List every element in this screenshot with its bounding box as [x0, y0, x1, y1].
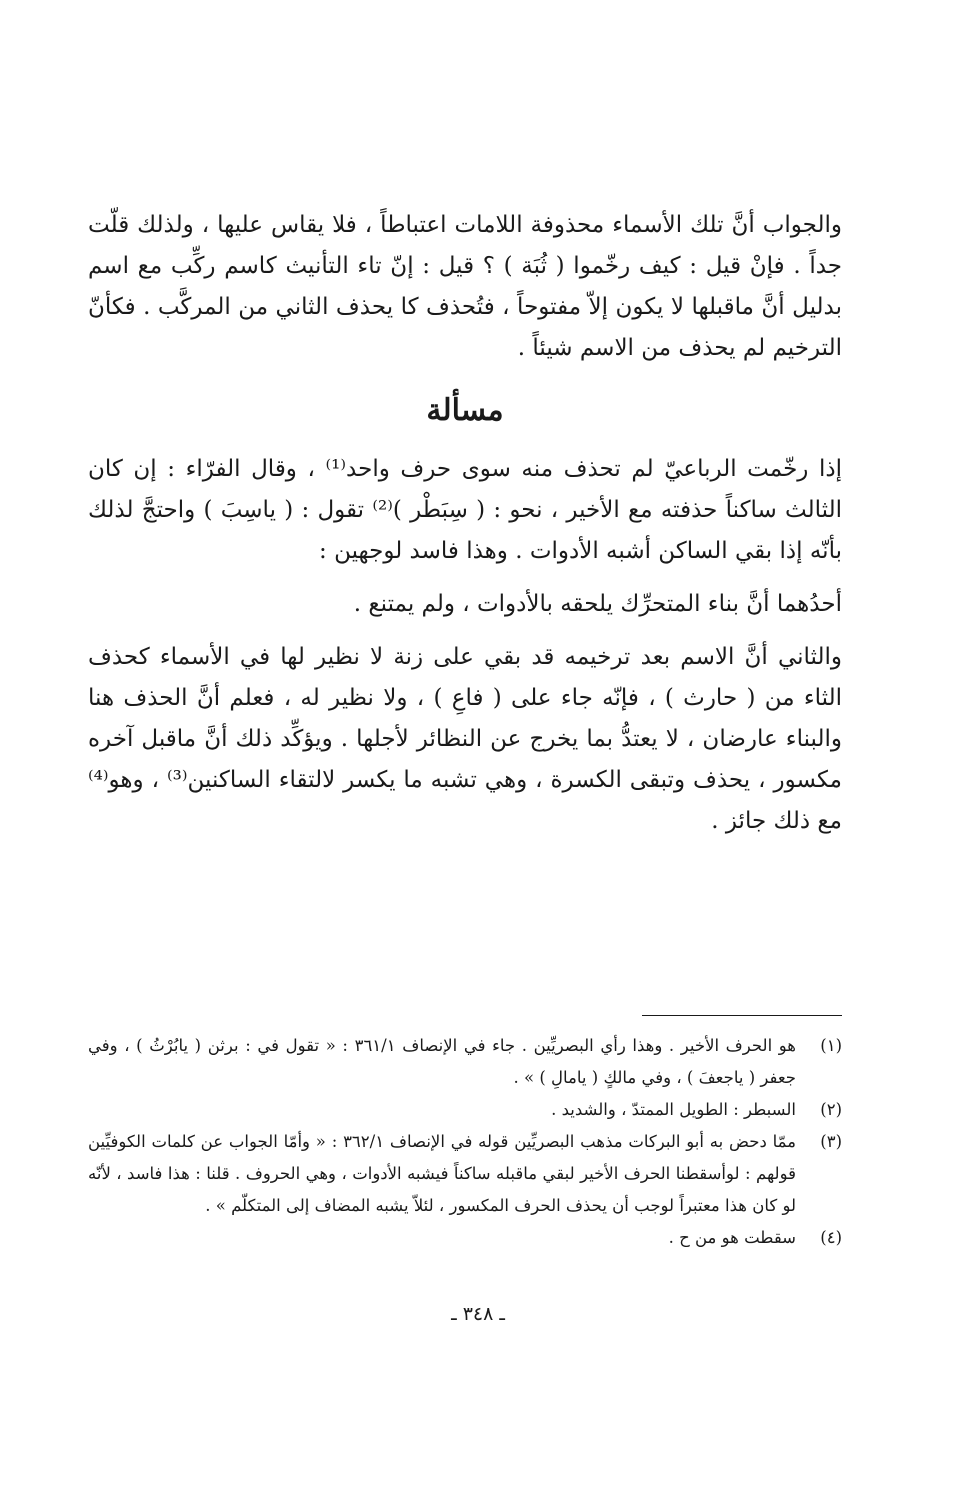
paragraph-3: أحدُهما أنَّ بناء المتحرِّك يلحقه بالأدوات ، ولم يمتنع .	[353, 591, 842, 617]
footnote-number: (٤)	[820, 1228, 842, 1247]
footnote-text: السبطر : الطويل الممتدّ ، والشديد .	[551, 1100, 796, 1119]
paragraph-2: إذا رخّمت الرباعيّ لم تحذف منه سوى حرف واحد⁽¹⁾ ، وقال الفرّاء : إن كان الثالث ساكناً حذفته مع الأخير ، نحو : ( سِبَطْر )⁽²⁾ تقول : ( ياسِبَ ) واحتجَّ لذلك بأنّه إذا بقي الساكن أشبه الأدوات . وهذا فاسد لوجهين :	[88, 456, 842, 564]
footnote-3	[88, 1126, 842, 1222]
section-heading: مسألة	[426, 393, 504, 428]
footnote-text: هو الحرف الأخير . وهذا رأي البصريِّين . جاء في الإنصاف ٣٦١/١ : « تقول في : برثن ( يابُرْثُ ) ، وفي جعفر ( ياجعفَ ) ، وفي مالكٍ ( يامالِ ) » .	[88, 1036, 796, 1087]
page-number: ـ ٣٤٨ ـ	[451, 1303, 505, 1325]
main-text	[88, 205, 842, 842]
footnote-1	[88, 1030, 842, 1094]
footnote-number: (٢)	[820, 1100, 842, 1119]
footnote-2	[88, 1094, 842, 1126]
paragraph-1: والجواب أنَّ تلك الأسماء محذوفة اللامات اعتباطاً ، فلا يقاس عليها ، ولذلك قلّت جداً . فإنْ قيل : كيف رخّموا ( ثُبَة ) ؟ قيل : إنّ تاء التأنيث كاسم ركِّب مع اسم بدليل أنَّ ماقبلها لا يكون إلاّ مفتوحاً ، فتُحذف كا يحذف الثاني من المركَّب . فكأنّ الترخيم لم يحذف من الاسم شيئاً .	[88, 212, 842, 361]
footnote-number: (٣)	[820, 1132, 842, 1151]
footnote-divider	[642, 1015, 842, 1016]
footnotes	[88, 1015, 842, 1254]
footnote-4	[88, 1222, 842, 1254]
footnote-text: ممّا دحض به أبو البركات مذهب البصريِّين قوله في الإنصاف ٣٦٢/١ : « وأمّا الجواب عن كلمات الكوفيِّين قولهم : لوأسقطنا الحرف الأخير لبقي ماقبله ساكناً فيشبه الأدوات ، وهي الحروف . قلنا : هذا فاسد ، لأنّه لو كان هذا معتبراً لوجب أن يحذف الحرف المكسور ، لئلاّ يشبه المضاف إلى المتكلّم » .	[88, 1132, 796, 1215]
footnote-text: سقطت هو من ح .	[668, 1228, 796, 1247]
paragraph-4: والثاني أنَّ الاسم بعد ترخيمه قد بقي على زنة لا نظير لها في الأسماء كحذف الثاء من ( حارث ) ، فإنّه جاء على ( فاعِ ) ، ولا نظير له ، فعلم أنَّ الحذف هنا والبناء عارضان ، لا يعتدُّ بما يخرج عن النظائر لأجلها . ويؤكِّد ذلك أنَّ ماقبل آخره مكسور ، يحذف وتبقى الكسرة ، وهي تشبه ما يكسر لالتقاء الساكنين⁽³⁾ ، وهو⁽⁴⁾ مع ذلك جائز .	[88, 644, 842, 834]
footnote-number: (١)	[820, 1036, 842, 1055]
